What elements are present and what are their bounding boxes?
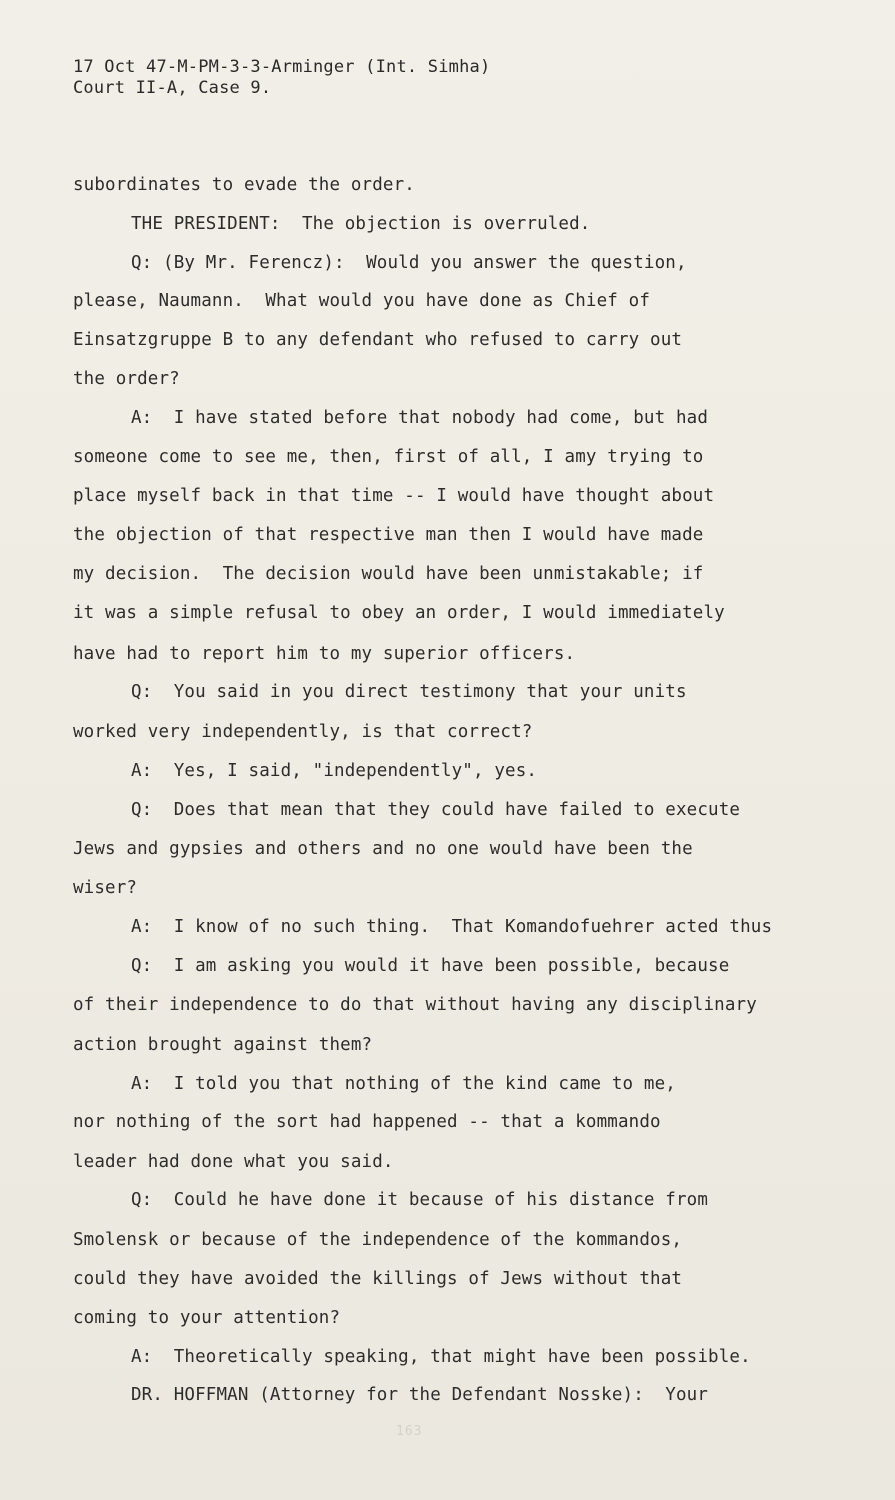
- transcript-line: it was a simple refusal to obey an order, I would immediately: [73, 603, 725, 623]
- transcript-header: [73, 57, 490, 99]
- header-court-line: Court II-A, Case 9.: [73, 78, 272, 98]
- transcript-line: the objection of that respective man then I would have made: [73, 525, 704, 545]
- transcript-line: have had to report him to my superior officers.: [73, 644, 576, 664]
- transcript-line: Q: You said in you direct testimony that your units: [131, 682, 687, 702]
- transcript-line: DR. HOFFMAN (Attorney for the Defendant Nosske): Your: [131, 1385, 709, 1405]
- transcript-line: Smolensk or because of the independence of the kommandos,: [73, 1230, 683, 1250]
- transcript-line: Q: (By Mr. Ferencz): Would you answer the question,: [131, 253, 687, 273]
- transcript-line: Q: I am asking you would it have been possible, because: [131, 956, 730, 976]
- transcript-line: place myself back in that time -- I would have thought about: [73, 486, 715, 506]
- transcript-line: A: Theoretically speaking, that might have been possible.: [131, 1347, 751, 1367]
- transcript-line: A: Yes, I said, "independently", yes.: [131, 761, 538, 781]
- transcript-line: A: I have stated before that nobody had come, but had: [131, 408, 709, 428]
- transcript-line: wiser?: [73, 878, 138, 898]
- transcript-line: Einsatzgruppe B to any defendant who refused to carry out: [73, 330, 683, 350]
- page-number: 163: [396, 1424, 423, 1439]
- transcript-line: could they have avoided the killings of Jews without that: [73, 1269, 683, 1289]
- transcript-line: A: I know of no such thing. That Komandofuehrer acted thus: [131, 917, 773, 937]
- transcript-line: my decision. The decision would have been unmistakable; if: [73, 564, 704, 584]
- transcript-line: nor nothing of the sort had happened -- that a kommando: [73, 1112, 661, 1132]
- transcript-line: someone come to see me, then, first of all, I amy trying to: [73, 447, 704, 467]
- header-session-line: 17 Oct 47-M-PM-3-3-Arminger (Int. Simha): [73, 57, 491, 77]
- transcript-line: of their independence to do that without having any disciplinary: [73, 995, 757, 1015]
- transcript-line: worked very independently, is that correct?: [73, 722, 533, 742]
- transcript-line: leader had done what you said.: [73, 1152, 394, 1172]
- transcript-line: Jews and gypsies and others and no one would have been the: [73, 839, 693, 859]
- transcript-line: please, Naumann. What would you have done as Chief of: [73, 291, 651, 311]
- transcript-line: A: I told you that nothing of the kind came to me,: [131, 1074, 676, 1094]
- transcript-line: Q: Does that mean that they could have failed to execute: [131, 800, 741, 820]
- transcript-line: coming to your attention?: [73, 1308, 341, 1328]
- transcript-line: THE PRESIDENT: The objection is overruled.: [131, 214, 591, 234]
- transcript-line: action brought against them?: [73, 1035, 373, 1055]
- transcript-line: Q: Could he have done it because of his distance from: [131, 1190, 709, 1210]
- transcript-line: the order?: [73, 369, 180, 389]
- transcript-line: subordinates to evade the order.: [73, 175, 415, 195]
